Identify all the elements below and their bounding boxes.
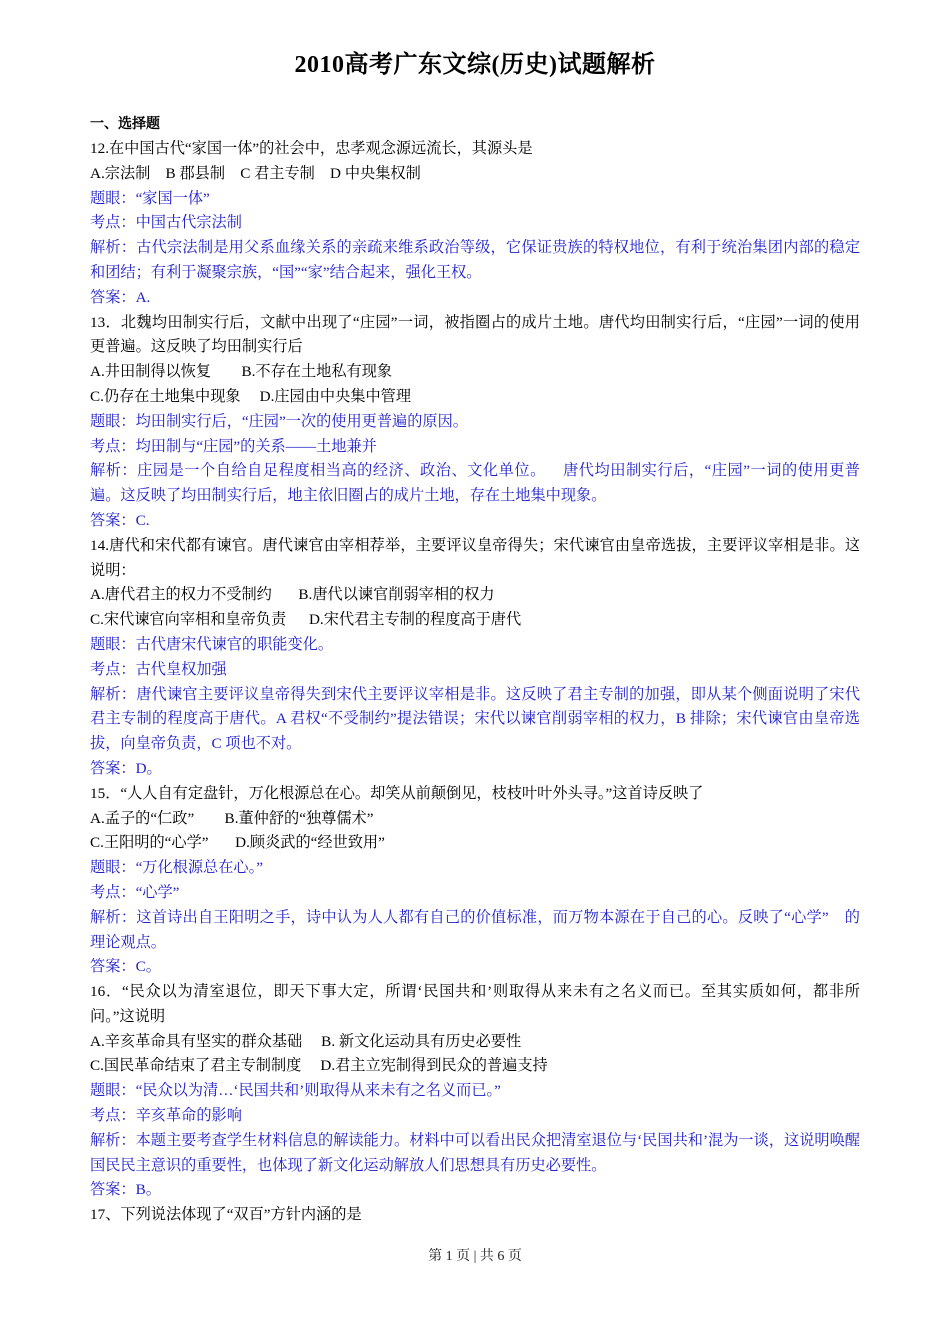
question-tiyan: 题眼：古代唐宋代谏官的职能变化。 xyxy=(90,635,333,653)
question-stem: 12.在中国古代“家国一体”的社会中，忠孝观念源远流长，其源头是 xyxy=(90,140,533,157)
question-jiexi: 解析：唐代谏官主要评议皇帝得失到宋代主要评议宰相是非。这反映了君主专制的加强，即从某个侧面说明了宋代君主专制的程度高于唐代。A 君权“不受制约”提法错误；宋代以谏官削弱宰相的权力，B 排除；宋代谏官由皇帝选拔，向皇帝负责，C 项也不对。 xyxy=(90,685,860,753)
question-stem: 16．“民众以为清室退位，即天下事大定，所谓‘民国共和’则取得从来未有之名义而已。至其实质如何，都非所问。”这说明 xyxy=(90,983,860,1025)
question-options: C.王阳明的“心学” D.顾炎武的“经世致用” xyxy=(90,834,385,852)
question-13 xyxy=(90,311,860,534)
question-answer: 答案：C. xyxy=(90,511,150,529)
question-options: A.孟子的“仁政” B.董仲舒的“独尊儒术” xyxy=(90,809,374,827)
question-stem: 15．“人人自有定盘针，万化根源总在心。却笑从前颠倒见，枝枝叶叶外头寻。”这首诗反映了 xyxy=(90,784,704,802)
question-kaodian: 考点：均田制与“庄园”的关系——土地兼并 xyxy=(90,437,377,455)
question-kaodian: 考点：古代皇权加强 xyxy=(90,660,227,678)
document-body xyxy=(90,114,860,1228)
question-stem: 13．北魏均田制实行后，文献中出现了“庄园”一词，被指圈占的成片土地。唐代均田制实行后，“庄园”一词的使用更普遍。这反映了均田制实行后 xyxy=(90,313,860,356)
question-tiyan: 题眼：“万化根源总在心。” xyxy=(90,859,263,877)
question-answer: 答案：A. xyxy=(90,288,151,306)
question-answer: 答案：D。 xyxy=(90,759,162,777)
question-kaodian: 考点：“心学” xyxy=(90,883,180,901)
question-17 xyxy=(90,1203,860,1228)
question-jiexi: 解析：这首诗出自王阳明之手，诗中认为人人都有自己的价值标准，而万物本源在于自己的心。反映了“心学” 的理论观点。 xyxy=(90,908,860,951)
question-14 xyxy=(90,534,860,782)
question-tiyan: 题眼：均田制实行后，“庄园”一次的使用更普遍的原因。 xyxy=(90,412,468,430)
question-options: C.国民革命结束了君主专制制度 D.君主立宪制得到民众的普遍支持 xyxy=(90,1057,548,1075)
question-options: A.宗法制 B 郡县制 C 君主专制 D 中央集权制 xyxy=(90,164,421,182)
question-options: C.宋代谏官向宰相和皇帝负责 D.宋代君主专制的程度高于唐代 xyxy=(90,611,522,629)
question-answer: 答案：B。 xyxy=(90,1181,161,1199)
question-16 xyxy=(90,980,860,1203)
question-tiyan: 题眼：“家国一体” xyxy=(90,189,210,207)
question-15 xyxy=(90,782,860,980)
question-options: C.仍存在土地集中现象 D.庄园由中央集中管理 xyxy=(90,387,412,405)
section-heading: 一、选择题 xyxy=(90,117,160,132)
question-stem: 14.唐代和宋代都有谏官。唐代谏官由宰相荐举，主要评议皇帝得失；宋代谏官由皇帝选拔，主要评议宰相是非。这说明： xyxy=(90,536,860,579)
question-options: A.辛亥革命具有坚实的群众基础 B. 新文化运动具有历史必要性 xyxy=(90,1032,522,1050)
page-title: 2010高考广东文综(历史)试题解析 xyxy=(294,52,656,78)
question-12 xyxy=(90,137,860,311)
question-kaodian: 考点：辛亥革命的影响 xyxy=(90,1107,242,1125)
question-jiexi: 解析：本题主要考查学生材料信息的解读能力。材料中可以看出民众把清室退位与‘民国共和’混为一谈，这说明唤醒国民民主意识的重要性，也体现了新文化运动解放人们思想具有历史必要性。 xyxy=(90,1131,860,1174)
question-kaodian: 考点：中国古代宗法制 xyxy=(90,214,242,232)
question-options: A.井田制得以恢复 B.不存在土地私有现象 xyxy=(90,363,393,381)
page-footer: 第 1 页 | 共 6 页 xyxy=(428,1249,522,1264)
question-options: A.唐代君主的权力不受制约 B.唐代以谏官削弱宰相的权力 xyxy=(90,586,495,604)
question-tiyan: 题眼：“民众以为清…‘民国共和’则取得从来未有之名义而已。” xyxy=(90,1082,501,1100)
question-stem: 17、下列说法体现了“双百”方针内涵的是 xyxy=(90,1206,362,1224)
question-answer: 答案：C。 xyxy=(90,958,161,976)
question-jiexi: 解析：古代宗法制是用父系血缘关系的亲疏来维系政治等级，它保证贵族的特权地位，有利于统治集团内部的稳定和团结；有利于凝聚宗族，“国”“家”结合起来，强化王权。 xyxy=(90,239,860,281)
question-jiexi: 解析：庄园是一个自给自足程度相当高的经济、政治、文化单位。 唐代均田制实行后，“庄园”一词的使用更普遍。这反映了均田制实行后，地主依旧圈占的成片土地，存在土地集中现象。 xyxy=(90,462,860,505)
